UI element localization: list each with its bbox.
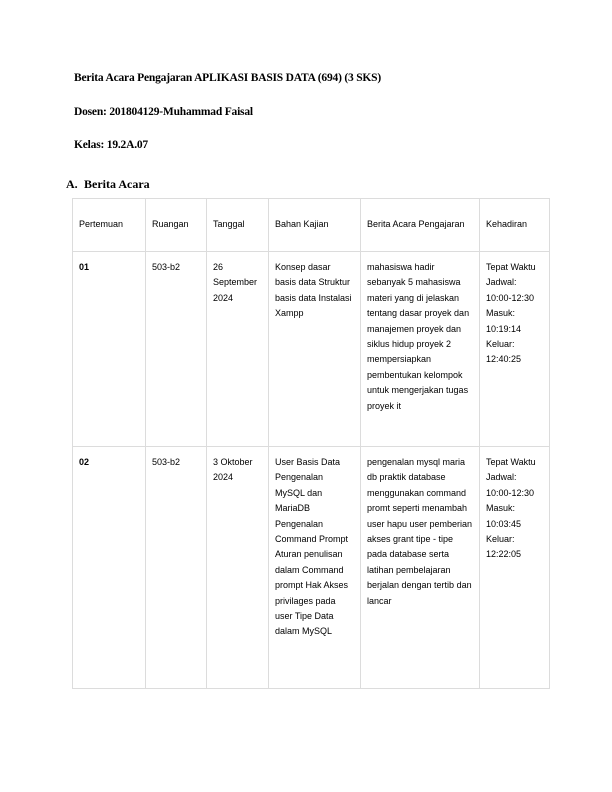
cell-bahan-kajian: Konsep dasar basis data Struktur basis data Instalasi Xampp [269, 252, 361, 447]
cell-pertemuan: 01 [73, 252, 146, 447]
section-number: A. [66, 177, 78, 191]
class-line: Kelas: 19.2A.07 [74, 139, 148, 151]
table-row [73, 447, 550, 689]
cell-kehadiran: Tepat Waktu Jadwal: 10:00-12:30 Masuk: 10:03:45 Keluar: 12:22:05 [480, 447, 550, 689]
column-header-berita-acara: Berita Acara Pengajaran [361, 199, 480, 252]
cell-kehadiran: Tepat Waktu Jadwal: 10:00-12:30 Masuk: 10:19:14 Keluar: 12:40:25 [480, 252, 550, 447]
column-header-bahan-kajian: Bahan Kajian [269, 199, 361, 252]
cell-berita-acara: pengenalan mysql maria db praktik database menggunakan command promt seperti menambah user hapu user pemberian akses grant tipe - tipe pada database serta latihan pembelajaran berjalan dengan tertib dan lancar [361, 447, 480, 689]
column-header-kehadiran: Kehadiran [480, 199, 550, 252]
column-header-pertemuan: Pertemuan [73, 199, 146, 252]
section-heading [66, 177, 150, 192]
section-title: Berita Acara [84, 177, 150, 191]
cell-ruangan: 503-b2 [146, 252, 207, 447]
cell-berita-acara: mahasiswa hadir sebanyak 5 mahasiswa materi yang di jelaskan tentang dasar proyek dan manajemen proyek dan siklus hidup proyek 2 mempersiapkan pembentukan kelompok untuk mengerjakan tugas proyek it [361, 252, 480, 447]
table-row [73, 252, 550, 447]
cell-bahan-kajian: User Basis Data Pengenalan MySQL dan MariaDB Pengenalan Command Prompt Aturan penulisan dalam Command prompt Hak Akses privilages pada user Tipe Data dalam MySQL [269, 447, 361, 689]
cell-tanggal: 3 Oktober 2024 [207, 447, 269, 689]
lecturer-line: Dosen: 201804129-Muhammad Faisal [74, 106, 253, 118]
cell-tanggal: 26 September 2024 [207, 252, 269, 447]
column-header-tanggal: Tanggal [207, 199, 269, 252]
minutes-table [72, 198, 550, 689]
cell-pertemuan: 02 [73, 447, 146, 689]
document-title: Berita Acara Pengajaran APLIKASI BASIS DATA (694) (3 SKS) [74, 72, 381, 84]
table-header-row [73, 199, 550, 252]
cell-ruangan: 503-b2 [146, 447, 207, 689]
column-header-ruangan: Ruangan [146, 199, 207, 252]
